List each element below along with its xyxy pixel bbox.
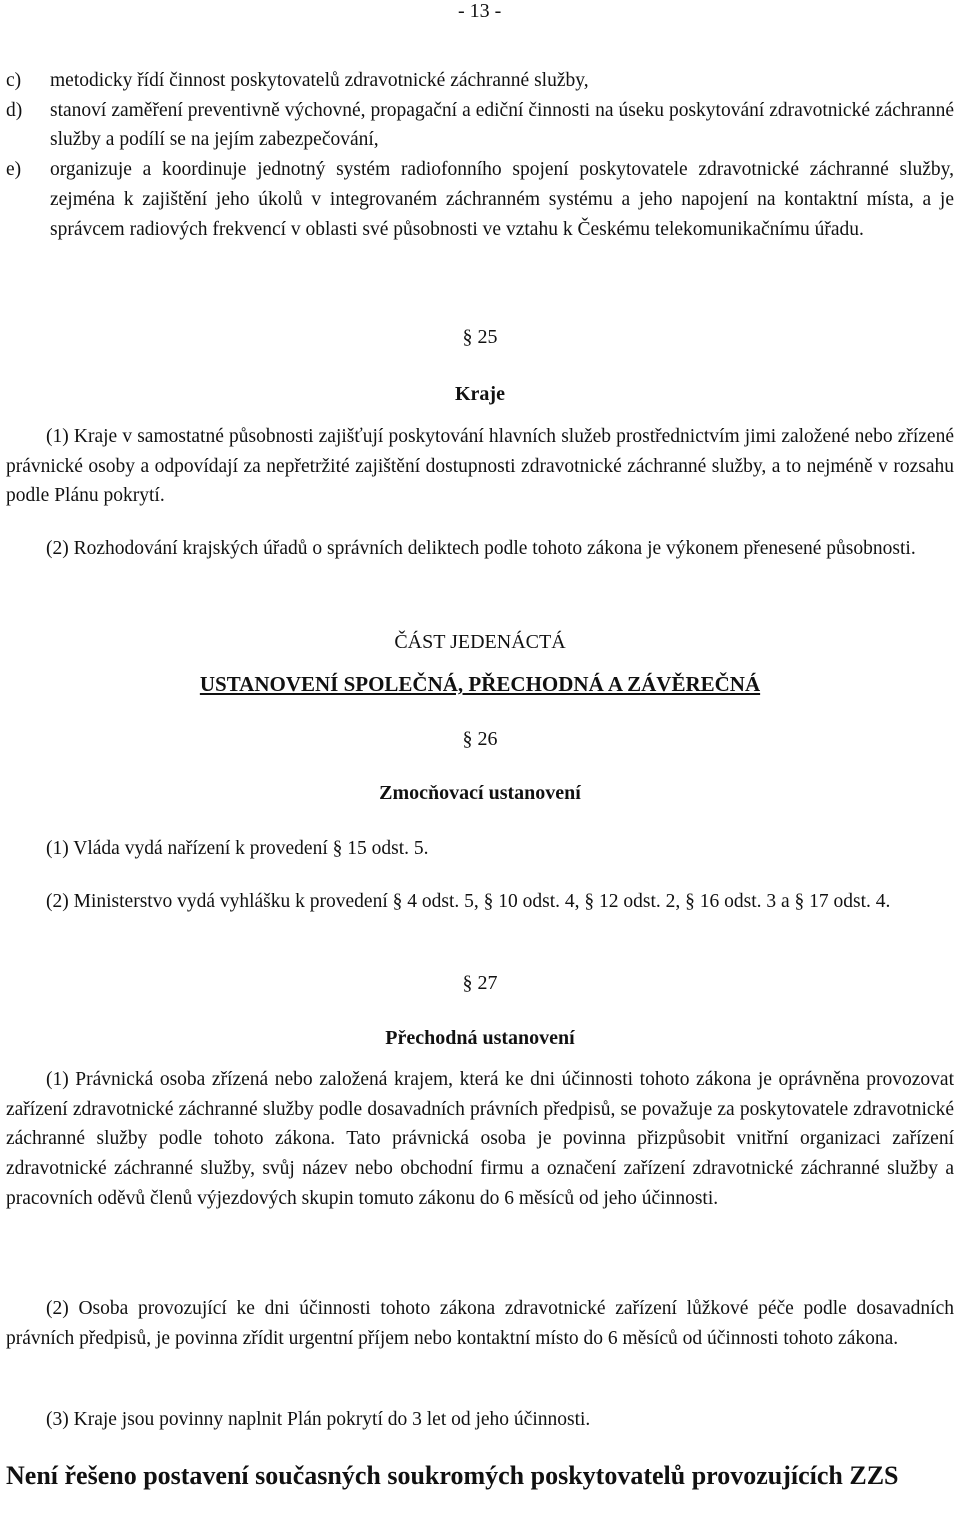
editorial-note: Není řešeno postavení současných soukromých poskytovatelů provozujících ZZS bbox=[6, 1461, 899, 1490]
list-item-text: organizuje a koordinuje jednotný systém radiofonního spojení poskytovatele zdravotnické záchranné služby, zejména k zajištění jeho úkolů v integrovaném záchranném systému a jeho napojení na kontaktní místa, a je správcem radiových frekvencí v oblasti své působnosti ve vztahu k Českému telekomunikačnímu úřadu. bbox=[50, 159, 954, 240]
section-27-number: § 27 bbox=[462, 972, 498, 994]
list-item bbox=[6, 66, 954, 96]
page-number: - 13 - bbox=[458, 0, 502, 22]
list-item-text: metodicky řídí činnost poskytovatelů zdravotnické záchranné služby, bbox=[50, 70, 589, 91]
list-marker: d) bbox=[6, 99, 23, 121]
section-26-number: § 26 bbox=[462, 728, 498, 750]
list-marker: c) bbox=[6, 70, 22, 91]
section-27-heading: Přechodná ustanovení bbox=[385, 1027, 575, 1049]
section-27-paragraph-1: (1) Právnická osoba zřízená nebo založená krajem, která ke dni účinnosti tohoto zákona je oprávněna provozovat zařízení zdravotnické záchranné služby podle dosavadních právních předpisů, se považuje za poskytovatele zdravotnické záchranné služby podle tohoto zákona. Tato právnická osoba je povinna přizpůsobit vnitřní organizaci zařízení zdravotnické záchranné služby, svůj název nebo obchodní firmu a označení zařízení zdravotnické záchranné služby a pracovních oděvů členů výjezdových skupin tomuto zákonu do 6 měsíců od jeho účinnosti. bbox=[6, 1069, 954, 1209]
section-25-paragraph-2: (2) Rozhodování krajských úřadů o správních deliktech podle tohoto zákona je výkonem přenesené působnosti. bbox=[46, 538, 916, 559]
section-27-paragraph-3: (3) Kraje jsou povinny naplnit Plán pokrytí do 3 let od jeho účinnosti. bbox=[46, 1409, 591, 1430]
powers-list bbox=[6, 66, 954, 244]
section-25-heading: Kraje bbox=[455, 383, 505, 405]
part-subtitle: USTANOVENÍ SPOLEČNÁ, PŘECHODNÁ A ZÁVĚREČNÁ bbox=[199, 672, 761, 696]
section-25-number: § 25 bbox=[462, 326, 498, 348]
section-26-paragraph-1: (1) Vláda vydá nařízení k provedení § 15 odst. 5. bbox=[46, 838, 429, 859]
list-item bbox=[6, 96, 954, 155]
list-item-text: stanoví zaměření preventivně výchovné, propagační a ediční činnosti na úseku poskytování zdravotnické záchranné služby a podílí se na jejím zabezpečování, bbox=[50, 99, 954, 151]
part-title: ČÁST JEDENÁCTÁ bbox=[394, 631, 566, 653]
section-26-heading: Zmocňovací ustanovení bbox=[379, 782, 581, 804]
section-27-paragraph-2: (2) Osoba provozující ke dni účinnosti tohoto zákona zdravotnické zařízení lůžkové péče podle dosavadních právních předpisů, je povinna zřídit urgentní příjem nebo kontaktní místo do 6 měsíců od účinnosti tohoto zákona. bbox=[6, 1298, 954, 1349]
section-25-paragraph-1: (1) Kraje v samostatné působnosti zajišťují poskytování hlavních služeb prostřednictvím jimi založené nebo zřízené právnické osoby a odpovídají za nepřetržité zajištění dostupnosti zdravotnické záchranné služby, a to nejméně v rozsahu podle Plánu pokrytí. bbox=[6, 426, 954, 507]
list-marker: e) bbox=[6, 159, 22, 181]
list-item bbox=[6, 155, 954, 244]
section-26-paragraph-2: (2) Ministerstvo vydá vyhlášku k provedení § 4 odst. 5, § 10 odst. 4, § 12 odst. 2, § 16 odst. 3 a § 17 odst. 4. bbox=[46, 891, 891, 912]
